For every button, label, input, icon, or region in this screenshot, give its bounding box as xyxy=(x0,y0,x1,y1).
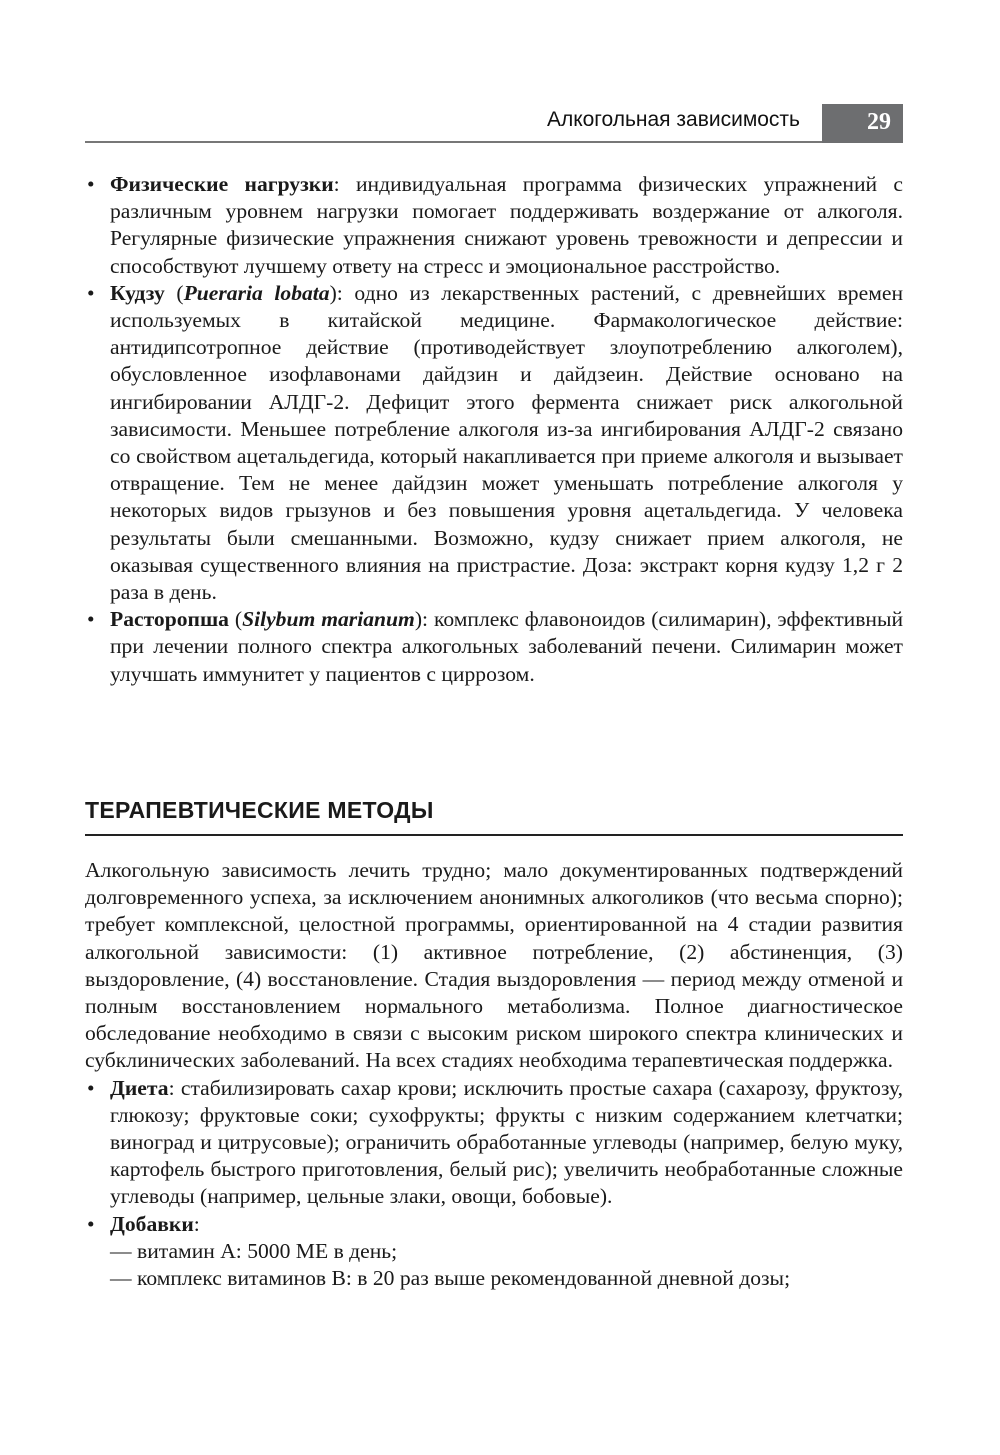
item-text: ): одно из лекарственных растений, с древнейших времен используемых в китайской медицине. Фармакологическое действие: антидипсотропное действие (противодействует злоупотреблению алкоголем), обусловленное изофлавонами дайдзин и дайдзеин. Действие основано на ингибировании АЛДГ-2. Дефицит этого фермента снижает риск алкогольной зависимости. Меньшее потребление алкоголя из-за ингибирования АЛДГ-2 связано со свойством ацетальдегида, который накапливается при приеме алкоголя и вызывает отвращение. Тем не менее дайдзин может уменьшать потребление алкоголя у некоторых видов грызунов и без повышения уровня ацетальдегида. У человека результаты были смешанными. Возможно, кудзу снижает прием алкоголя, не оказывая существенного влияния на пристрастие. Доза: экстракт корня кудзу 1,2 г 2 раза в день. xyxy=(110,280,903,605)
item-text: : индивидуальная программа физических упражнений с различным уровнем нагрузки помогает поддерживать воздержание от алкоголя. Регулярные физические упражнения снижают уровень тревожности и депрессии и способствуют лучшему ответу на стресс и эмоциональное расстройство. xyxy=(110,172,903,278)
bullet-icon: • xyxy=(87,1075,95,1100)
item-term: Кудзу xyxy=(110,280,165,305)
list-item: • Кудзу (Pueraria lobata): одно из лекарственных растений, с древнейших времен используемых в китайской медицине. Фармакологическое действие: антидипсотропное действие (противодействует злоупотреблению алкоголем), обусловленное изофлавонами дайдзин и дайдзеин. Действие основано на ингибировании АЛДГ-2. Дефицит этого фермента снижает риск алкогольной зависимости. Меньшее потребление алкоголя из-за ингибирования АЛДГ-2 связано со свойством ацетальдегида, который накапливается при приеме алкоголя и вызывает отвращение. Тем не менее дайдзин может уменьшать потребление алкоголя у некоторых видов грызунов и без повышения уровня ацетальдегида. У человека результаты были смешанными. Возможно, кудзу снижает прием алкоголя, не оказывая существенного влияния на пристрастие. Доза: экстракт корня кудзу 1,2 г 2 раза в день. xyxy=(87,280,903,605)
supplement-item: — витамин А: 5000 МЕ в день; xyxy=(110,1238,398,1263)
section-body xyxy=(85,857,903,1292)
item-term: Добавки xyxy=(110,1211,194,1236)
item-term: Расторопша xyxy=(110,607,229,632)
item-latin: Pueraria lobata xyxy=(183,280,330,305)
section-heading: ТЕРАПЕВТИЧЕСКИЕ МЕТОДЫ xyxy=(85,797,434,823)
header-divider xyxy=(85,141,822,143)
list-item xyxy=(85,171,903,280)
bullet-icon: • xyxy=(87,607,95,632)
item-text: ): комплекс флавоноидов (силимарин), эффективный при лечении полного спектра алкогольных заболеваний печени. Силимарин может улучшать иммунитет у пациентов с циррозом. xyxy=(110,607,904,686)
bullet-icon: • xyxy=(87,172,95,196)
item-text: : стабилизировать сахар крови; исключить простые сахара (сахарозу, фруктозу, глюкозу; фруктовые соки; сухофрукты; фрукты с низким содержанием клетчатки; виноград и цитрусовые); ограничить обработанные углеводы (например, белую муку, картофель быстрого приготовления, белый рис); увеличить необработанные сложные углеводы (например, цельные злаки, овощи, бобовые). xyxy=(110,1075,903,1209)
item-latin: Silybum marianum xyxy=(242,607,415,632)
bullet-list-herbs xyxy=(85,171,903,688)
list-item: • Добавки: xyxy=(85,1211,903,1238)
section-divider xyxy=(85,834,903,836)
item-term: Диета xyxy=(110,1075,169,1100)
item-term: Физические нагрузки xyxy=(110,172,334,196)
supplement-item: — комплекс витаминов В: в 20 раз выше рекомендованной дневной дозы; xyxy=(110,1266,791,1291)
page-number: 29 xyxy=(822,104,903,143)
running-header-title: Алкогольная зависимость xyxy=(546,108,800,131)
intro-paragraph: Алкогольную зависимость лечить трудно; мало документированных подтверждений долговременного успеха, за исключением анонимных алкоголиков (что весьма спорно); требует комплексной, целостной программы, ориентированной на 4 стадии развития алкогольной зависимости: (1) активное потребление, (2) абстиненция, (3) выздоровление, (4) восстановление. Стадия выздоровления — период между отменой и полным восстановлением нормального метаболизма. Полное диагностическое обследование необходимо в связи с высоким риском широкого спектра клинических и субклинических заболеваний. На всех стадиях необходима терапевтическая поддержка. xyxy=(85,858,903,1073)
list-item: • Расторопша (Silybum marianum): комплекс флавоноидов (силимарин), эффективный при лечении полного спектра алкогольных заболеваний печени. Силимарин может улучшать иммунитет у пациентов с циррозом. xyxy=(87,607,904,686)
list-item xyxy=(85,1075,903,1211)
bullet-icon: • xyxy=(87,1211,95,1236)
bullet-icon: • xyxy=(87,280,95,305)
